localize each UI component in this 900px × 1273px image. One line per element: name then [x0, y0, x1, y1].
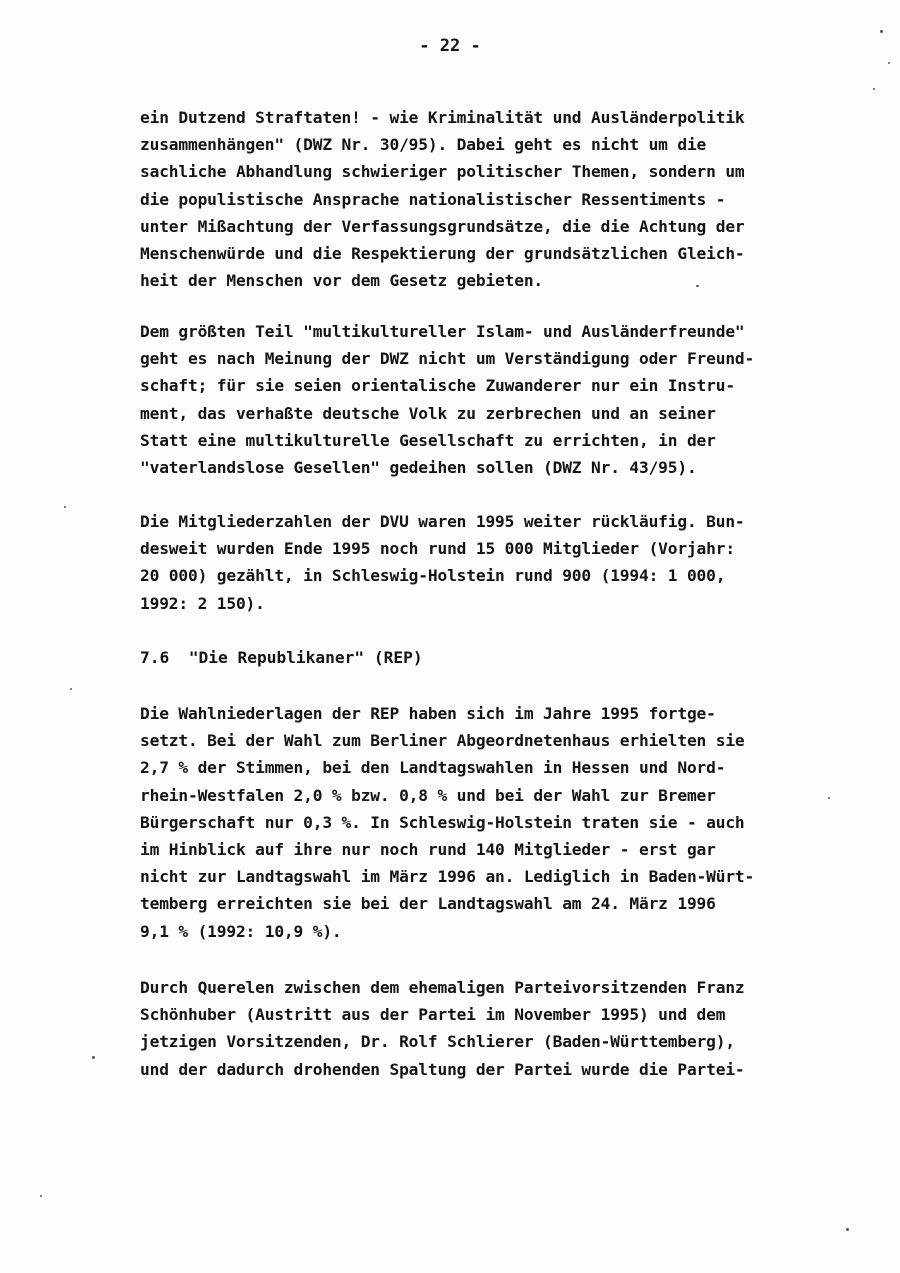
text-line: Die Wahlniederlagen der REP haben sich im Jahre 1995 fortge- — [140, 704, 716, 723]
text-line: schaft; für sie seien orientalische Zuwanderer nur ein Instru- — [140, 376, 735, 396]
text-line: ein Dutzend Straftaten! - wie Kriminalität und Ausländerpolitik — [140, 108, 745, 127]
text-line: Schönhuber (Austritt aus der Partei im November 1995) und dem — [140, 1005, 726, 1025]
text-line: heit der Menschen vor dem Gesetz gebieten. — [140, 271, 544, 291]
scan-speck — [70, 688, 72, 690]
scan-speck — [888, 62, 890, 64]
text-line: zusammenhängen" (DWZ Nr. 30/95). Dabei geht es nicht um die — [140, 135, 707, 155]
paragraph-dwz-straftaten — [140, 104, 850, 294]
text-line: Statt eine multikulturelle Gesellschaft zu errichten, in der — [140, 430, 716, 450]
text-line: nicht zur Landtagswahl im März 1996 an. Lediglich in Baden-Würt- — [140, 867, 755, 887]
text-line: "vaterlandslose Gesellen" gedeihen sollen (DWZ Nr. 43/95). — [140, 458, 697, 478]
paragraph-multikulturell — [140, 318, 850, 481]
paragraph-dvu-mitglieder — [140, 508, 850, 617]
text-line: 9,1 % (1992: 10,9 %). — [140, 921, 342, 941]
scan-speck — [880, 30, 883, 33]
scan-speck — [873, 88, 875, 90]
text-line: sachliche Abhandlung schwieriger politischer Themen, sondern um — [140, 162, 745, 182]
text-line: Die Mitgliederzahlen der DVU waren 1995 weiter rückläufig. Bun- — [140, 512, 745, 531]
paragraph-querelen — [140, 974, 850, 1083]
text-line: desweit wurden Ende 1995 noch rund 15 000 Mitglieder (Vorjahr: — [140, 539, 735, 559]
text-line: Durch Querelen zwischen dem ehemaligen Parteivorsitzenden Franz — [140, 978, 745, 997]
scan-speck — [64, 506, 66, 508]
scan-speck — [696, 285, 699, 287]
text-line: unter Mißachtung der Verfassungsgrundsätze, die die Achtung der — [140, 216, 745, 236]
text-line: die populistische Ansprache nationalistischer Ressentiments - — [140, 189, 726, 209]
text-line: Menschenwürde und die Respektierung der grundsätzlichen Gleich- — [140, 244, 745, 264]
scan-speck — [846, 1228, 849, 1231]
text-line: Dem größten Teil "multikultureller Islam- und Ausländerfreunde" — [140, 322, 745, 341]
section-heading: 7.6 "Die Republikaner" (REP) — [140, 648, 423, 667]
text-line: setzt. Bei der Wahl zum Berliner Abgeordnetenhaus erhielten sie — [140, 731, 745, 751]
text-line: 2,7 % der Stimmen, bei den Landtagswahlen in Hessen und Nord- — [140, 758, 726, 778]
text-line: Bürgerschaft nur 0,3 %. In Schleswig-Holstein traten sie - auch — [140, 812, 745, 832]
paragraph-rep-wahlniederlagen — [140, 700, 850, 945]
text-line: 1992: 2 150). — [140, 593, 265, 613]
scan-speck — [828, 797, 830, 799]
text-line: ment, das verhaßte deutsche Volk zu zerbrechen und an seiner — [140, 403, 716, 423]
text-line: und der dadurch drohenden Spaltung der Partei wurde die Partei- — [140, 1059, 745, 1079]
text-line: geht es nach Meinung der DWZ nicht um Verständigung oder Freund- — [140, 349, 755, 369]
text-line: jetzigen Vorsitzenden, Dr. Rolf Schlierer (Baden-Württemberg), — [140, 1032, 735, 1052]
text-line: rhein-Westfalen 2,0 % bzw. 0,8 % und bei der Wahl zur Bremer — [140, 785, 716, 805]
text-line: im Hinblick auf ihre nur noch rund 140 Mitglieder - erst gar — [140, 840, 716, 860]
text-line: temberg erreichten sie bei der Landtagswahl am 24. März 1996 — [140, 894, 716, 914]
text-line: 20 000) gezählt, in Schleswig-Holstein rund 900 (1994: 1 000, — [140, 566, 726, 586]
page-number: - 22 - — [419, 36, 481, 56]
scan-speck — [40, 1195, 42, 1197]
scan-speck — [92, 1056, 95, 1059]
